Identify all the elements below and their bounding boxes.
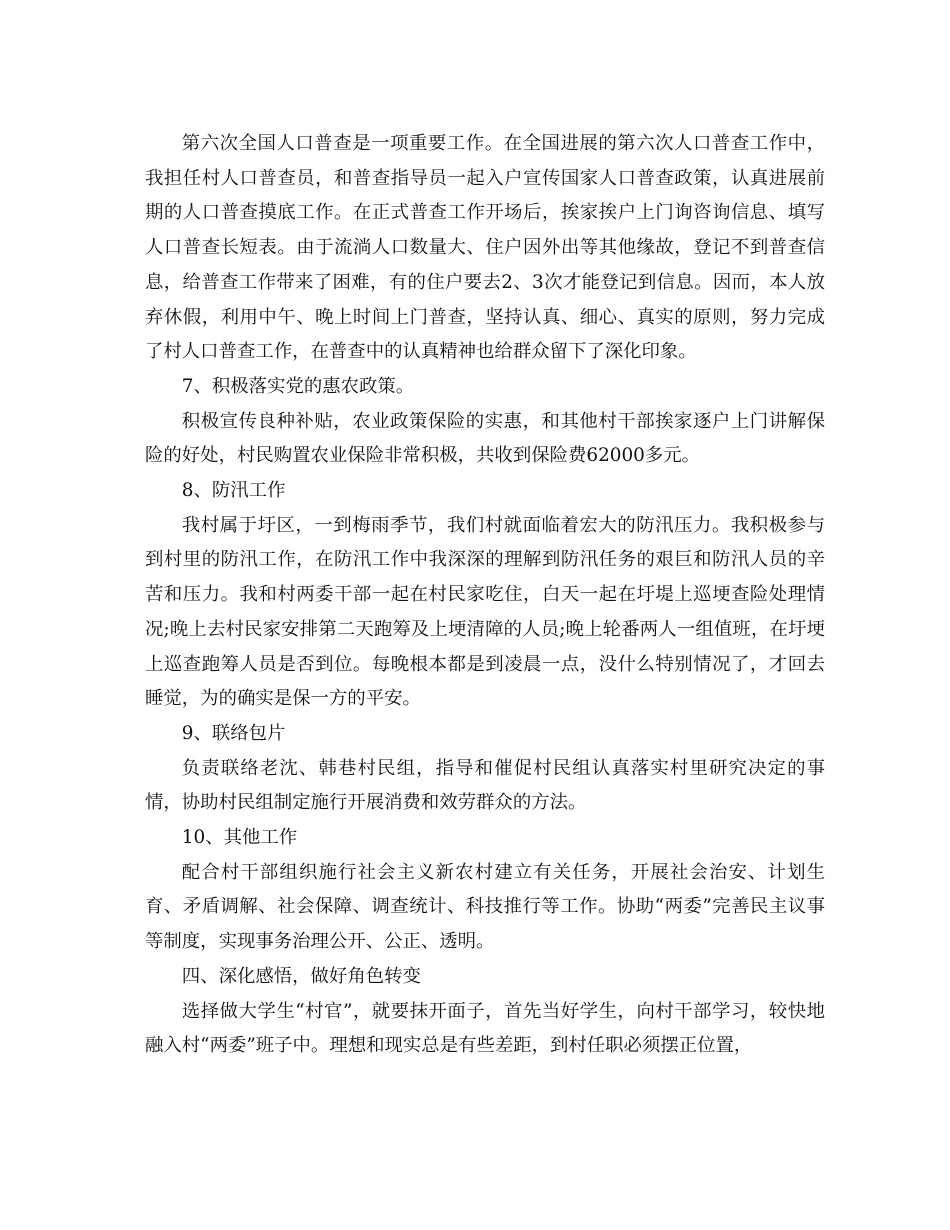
census-paragraph: 第六次全国人口普查是一项重要工作。在全国进展的第六次人口普查工作中，我担任村人口普查员，和普查指导员一起入户宣传国家人口普查政策，认真进展前期的人口普查摸底工作。在正式普查工作开场后，挨家挨户上门询咨询信息、填写人口普查长短表。由于流淌人口数量大、住户因外出等其他缘故，登记不到普查信息，给普查工作带来了困难，有的住户要去2、3次才能登记到信息。因而，本人放弃休假，利用中午、晚上时间上门普查，坚持认真、细心、真实的原则，努力完成了村人口普查工作，在普查中的认真精神也给群众留下了深化印象。 (145, 133, 825, 363)
reflection-paragraph: 选择做大学生“村官”，就要抹开面子，首先当好学生，向村干部学习，较快地融入村“两委”班子中。理想和现实总是有些差距，到村任职必须摆正位置， (145, 1000, 825, 1057)
document-body (145, 127, 825, 1064)
section-heading-7: 7、积极落实党的惠农政策。 (181, 375, 415, 397)
liaison-paragraph: 负责联络老沈、韩巷村民组，指导和催促村民组认真落实村里研究决定的事情，协助村民组制定施行开展消费和效劳群众的方法。 (145, 757, 825, 814)
section-heading-8: 8、防汛工作 (181, 480, 286, 502)
section-heading-9: 9、联络包片 (181, 722, 286, 744)
other-work-paragraph: 配合村干部组织施行社会主义新农村建立有关任务，开展社会治安、计划生育、矛盾调解、社会保障、调查统计、科技推行等工作。协助“两委”完善民主议事等制度，实现事务治理公开、公正、透明。 (145, 861, 825, 953)
section-heading-10: 10、其他工作 (181, 827, 298, 849)
insurance-paragraph: 积极宣传良种补贴，农业政策保险的实惠，和其他村干部挨家逐户上门讲解保险的好处，村民购置农业保险非常积极，共收到保险费62000多元。 (145, 410, 825, 467)
section-heading-four: 四、深化感悟，做好角色转变 (181, 965, 421, 987)
flood-control-paragraph: 我村属于圩区，一到梅雨季节，我们村就面临着宏大的防汛压力。我积极参与到村里的防汛工作，在防汛工作中我深深的理解到防汛任务的艰巨和防汛人员的辛苦和压力。我和村两委干部一起在村民家吃住，白天一起在圩堤上巡埂查险处理情况;晚上去村民家安排第二天跑筹及上埂清障的人员;晚上轮番两人一组值班，在圩埂上巡查跑筹人员是否到位。每晚根本都是到凌晨一点，没什么特别情况了，才回去睡觉，为的确实是保一方的平安。 (145, 514, 825, 710)
